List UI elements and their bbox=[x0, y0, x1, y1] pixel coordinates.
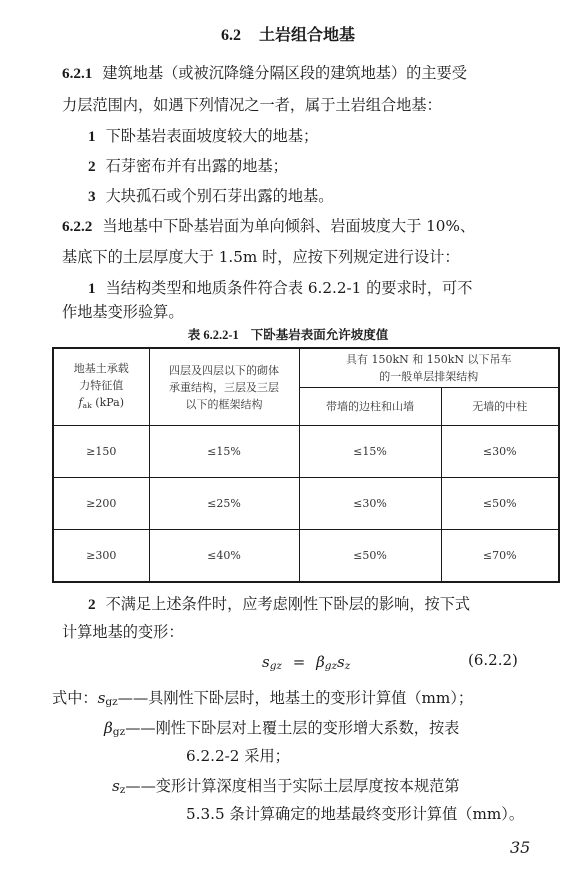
where-lead: 式中： bbox=[52, 689, 98, 707]
formula-s: s bbox=[337, 653, 345, 671]
item-number: 1 bbox=[88, 280, 96, 297]
clause-number: 6.2.2 bbox=[62, 218, 93, 235]
header-line: 地基土承载 bbox=[73, 362, 129, 375]
header-middle-column: 无墙的中柱 bbox=[441, 388, 559, 426]
table-cell: ≤30% bbox=[441, 426, 559, 478]
formula-beta: β bbox=[316, 653, 325, 671]
table-cell: ≤70% bbox=[441, 529, 559, 582]
header-line: 力特征值 bbox=[79, 379, 124, 392]
where-def-3-cont: 5.3.5 条计算确定的地基最终变形计算值（mm）。 bbox=[186, 805, 525, 823]
symbol: f bbox=[78, 396, 83, 409]
item-text: 当结构类型和地质条件符合表 6.2.2-1 的要求时，可不 bbox=[105, 279, 473, 297]
clause-6-2-2-item1-line1 bbox=[88, 278, 472, 299]
symbol: β bbox=[104, 719, 113, 737]
where-def-1 bbox=[52, 688, 473, 712]
subscript: z bbox=[119, 783, 126, 796]
item-text: 石芽密布并有出露的地基； bbox=[105, 157, 288, 175]
subscript: gz bbox=[269, 660, 282, 672]
list-item bbox=[88, 156, 288, 177]
clause-6-2-2-item1-line2: 作地基变形验算。 bbox=[62, 303, 184, 321]
symbol: s bbox=[112, 777, 120, 795]
where-def-2-cont: 6.2.2-2 采用； bbox=[186, 747, 290, 765]
subscript: z bbox=[344, 660, 351, 672]
formula bbox=[262, 653, 350, 672]
clause-text: 建筑地基（或被沉降缝分隔区段的建筑地基）的主要受 bbox=[102, 64, 467, 82]
table-row bbox=[53, 426, 559, 478]
header-side-column: 带墙的边柱和山墙 bbox=[299, 388, 441, 426]
list-item bbox=[88, 186, 333, 207]
definition-text: ——刚性下卧层对上覆土层的变形增大系数，按表 bbox=[125, 719, 460, 737]
item-number: 2 bbox=[88, 158, 96, 175]
formula-number: (6.2.2) bbox=[468, 651, 518, 669]
subscript: gz bbox=[112, 725, 126, 738]
definition-text: ——具刚性下卧层时，地基土的变形计算值（mm）； bbox=[117, 689, 474, 707]
unit: (kPa) bbox=[95, 396, 125, 409]
header-line: 四层及四层以下的砌体 bbox=[169, 363, 279, 377]
table-number: 表 6.2.2-1 bbox=[187, 328, 239, 342]
table-cell: ≤50% bbox=[299, 529, 441, 582]
table-cell: ≥150 bbox=[53, 426, 149, 478]
subscript: gz bbox=[324, 660, 338, 672]
clause-6-2-2-line1 bbox=[62, 216, 475, 237]
table-cell: ≤50% bbox=[441, 477, 559, 529]
header-line: 承重结构，三层及三层 bbox=[169, 380, 279, 394]
where-def-2 bbox=[104, 718, 459, 742]
table-cell: ≤15% bbox=[149, 426, 299, 478]
item-text: 下卧基岩表面坡度较大的地基； bbox=[105, 127, 319, 145]
header-line: 具有 150kN 和 150kN 以下吊车 bbox=[345, 353, 512, 366]
table-row bbox=[53, 529, 559, 582]
section-heading bbox=[0, 22, 576, 45]
table-cell: ≤25% bbox=[149, 477, 299, 529]
table-row bbox=[53, 477, 559, 529]
slope-table bbox=[52, 347, 560, 583]
item-number: 3 bbox=[88, 188, 96, 205]
header-line bbox=[58, 394, 145, 414]
equals-sign: = bbox=[292, 653, 306, 671]
item-text: 大块孤石或个别石芽出露的地基。 bbox=[105, 187, 334, 205]
section-number: 6.2 bbox=[220, 27, 241, 44]
item-text: 不满足上述条件时，应考虑刚性下卧层的影响，按下式 bbox=[105, 595, 471, 613]
item-number: 1 bbox=[88, 128, 96, 145]
symbol: s bbox=[97, 689, 106, 707]
header-bearing-capacity bbox=[53, 348, 149, 426]
definition-text: ——变形计算深度相当于实际土层厚度按本规范第 bbox=[125, 777, 460, 795]
table-cell: ≤30% bbox=[299, 477, 441, 529]
clause-6-2-1-line2: 力层范围内，如遇下列情况之一者，属于土岩组合地基： bbox=[62, 96, 442, 114]
item2-line1 bbox=[88, 594, 470, 615]
table-cell: ≥200 bbox=[53, 477, 149, 529]
item-number: 2 bbox=[88, 596, 96, 613]
clause-text: 当地基中下卧基岩面为单向倾斜、岩面坡度大于 10%、 bbox=[102, 217, 476, 235]
table-cell: ≤40% bbox=[149, 529, 299, 582]
table-cell: ≤15% bbox=[299, 426, 441, 478]
clause-6-2-2-line2: 基底下的土层厚度大于 1.5m 时，应按下列规定进行设计： bbox=[62, 248, 460, 266]
list-item bbox=[88, 126, 318, 147]
subscript: gz bbox=[105, 695, 118, 708]
table-cell: ≥300 bbox=[53, 529, 149, 582]
header-bent-structure bbox=[299, 348, 559, 388]
table-title: 下卧基岩表面允许坡度值 bbox=[250, 327, 389, 342]
table-caption bbox=[0, 325, 576, 343]
item2-line2: 计算地基的变形： bbox=[62, 623, 184, 641]
page-number: 35 bbox=[510, 838, 531, 857]
clause-number: 6.2.1 bbox=[62, 65, 93, 82]
formula-lhs: s bbox=[262, 653, 270, 671]
where-def-3 bbox=[112, 776, 460, 800]
header-line: 的一般单层排架结构 bbox=[379, 370, 479, 383]
header-line: 以下的框架结构 bbox=[185, 397, 263, 411]
header-masonry-frame bbox=[149, 348, 299, 426]
section-title: 土岩组合地基 bbox=[258, 25, 355, 44]
clause-6-2-1-line1 bbox=[62, 63, 467, 84]
subscript: ak bbox=[82, 401, 92, 410]
